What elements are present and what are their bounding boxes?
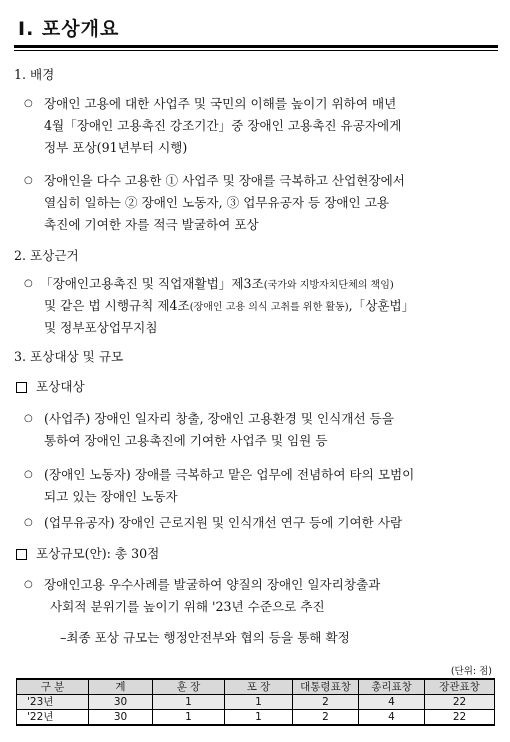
checkbox-square-icon [16, 382, 27, 393]
background-item1-line2: 4월「장애인 고용촉진 강조기간」중 장애인 고용촉진 유공자에게 [44, 118, 402, 133]
table-unit: (단위: 점) [450, 666, 492, 677]
bullet-icon: ○ [24, 517, 33, 528]
scale-line2: 사회적 분위기를 높이기 위해 '23년 수준으로 추진 [50, 599, 325, 614]
checkbox-square-icon [16, 549, 27, 560]
table-header-row [17, 679, 495, 695]
table-cell: '23년 [17, 695, 89, 710]
background-item2-line1: 장애인을 다수 고용한 ① 사업주 및 장애를 극복하고 산업현장에서 [44, 173, 405, 188]
title-rule-thick [14, 45, 498, 48]
table-header: 계 [89, 679, 153, 695]
title-rule-thin [14, 50, 498, 51]
table-header: 장관표창 [425, 679, 495, 695]
table-cell: '22년 [17, 710, 89, 726]
table-cell: 4 [359, 710, 425, 726]
heading-targets: 3. 포상대상 및 규모 [14, 349, 124, 364]
table-cell: 1 [153, 710, 225, 726]
heading-background: 1. 배경 [14, 67, 55, 82]
basis-line2-main-a: 및 같은 법 시행규칙 제4조 [44, 298, 190, 313]
subheading-targets: 포상대상 [36, 379, 85, 394]
section-title: Ⅰ. 포상개요 [18, 18, 120, 40]
table-cell: 1 [225, 710, 293, 726]
bullet-icon: ○ [24, 278, 33, 289]
basis-line2-note: (장애인 고용 의식 고취를 위한 활동) [189, 302, 349, 313]
bullet-icon: ○ [24, 469, 33, 480]
basis-line1-note: (국가와 지방자치단체의 책임) [263, 280, 394, 291]
table-cell: 22 [425, 695, 495, 710]
table-header: 대통령표창 [293, 679, 359, 695]
table-header: 훈 장 [153, 679, 225, 695]
table-row [17, 710, 495, 726]
table-cell: 22 [425, 710, 495, 726]
bullet-icon: ○ [24, 175, 33, 186]
table-cell: 2 [293, 710, 359, 726]
table-cell: 1 [225, 695, 293, 710]
background-item2-line2: 열심히 일하는 ② 장애인 노동자, ③ 업무유공자 등 장애인 고용 [44, 195, 390, 210]
basis-line1-main: 「장애인고용촉진 및 직업재활법」제3조 [40, 276, 264, 291]
table-cell: 1 [153, 695, 225, 710]
table-header: 구 분 [17, 679, 89, 695]
background-item2-line3: 촉진에 기여한 자를 적극 발굴하여 포상 [44, 217, 259, 232]
background-item1-line3: 정부 포상(91년부터 시행) [44, 140, 188, 155]
basis-line1 [40, 273, 394, 297]
table-cell: 30 [89, 710, 153, 726]
scale-line1: 장애인고용 우수사례를 발굴하여 양질의 장애인 일자리창출과 [44, 577, 381, 592]
table-header: 포 장 [225, 679, 293, 695]
target-employer-line1: (사업주) 장애인 일자리 창출, 장애인 고용환경 및 인식개선 등을 [44, 411, 394, 426]
table-header: 총리표창 [359, 679, 425, 695]
award-table [16, 678, 495, 726]
heading-basis: 2. 포상근거 [14, 248, 79, 263]
bullet-icon: ○ [24, 579, 33, 590]
target-worker-line1: (장애인 노동자) 장애를 극복하고 맡은 업무에 전념하여 타의 모범이 [44, 467, 415, 482]
table-cell: 30 [89, 695, 153, 710]
target-contributor-line1: (업무유공자) 장애인 근로지원 및 인식개선 연구 등에 기여한 사람 [44, 515, 403, 530]
scale-dash-note: –최종 포상 규모는 행정안전부와 협의 등을 통해 확정 [60, 630, 350, 645]
table-row [17, 695, 495, 710]
section-title-block [14, 12, 498, 46]
basis-line2 [44, 295, 414, 319]
target-employer-line2: 통하여 장애인 고용촉진에 기여한 사업주 및 임원 등 [44, 433, 328, 448]
table-cell: 2 [293, 695, 359, 710]
bullet-icon: ○ [24, 98, 33, 109]
target-worker-line2: 되고 있는 장애인 노동자 [44, 489, 178, 504]
table-cell: 4 [359, 695, 425, 710]
basis-line2-main-b: ,「상훈법」 [348, 298, 415, 313]
basis-line3: 및 정부포상업무지침 [44, 320, 158, 335]
bullet-icon: ○ [24, 413, 33, 424]
subheading-scale: 포상규모(안): 총 30점 [36, 546, 160, 561]
background-item1-line1: 장애인 고용에 대한 사업주 및 국민의 이해를 높이기 위하여 매년 [44, 96, 397, 111]
